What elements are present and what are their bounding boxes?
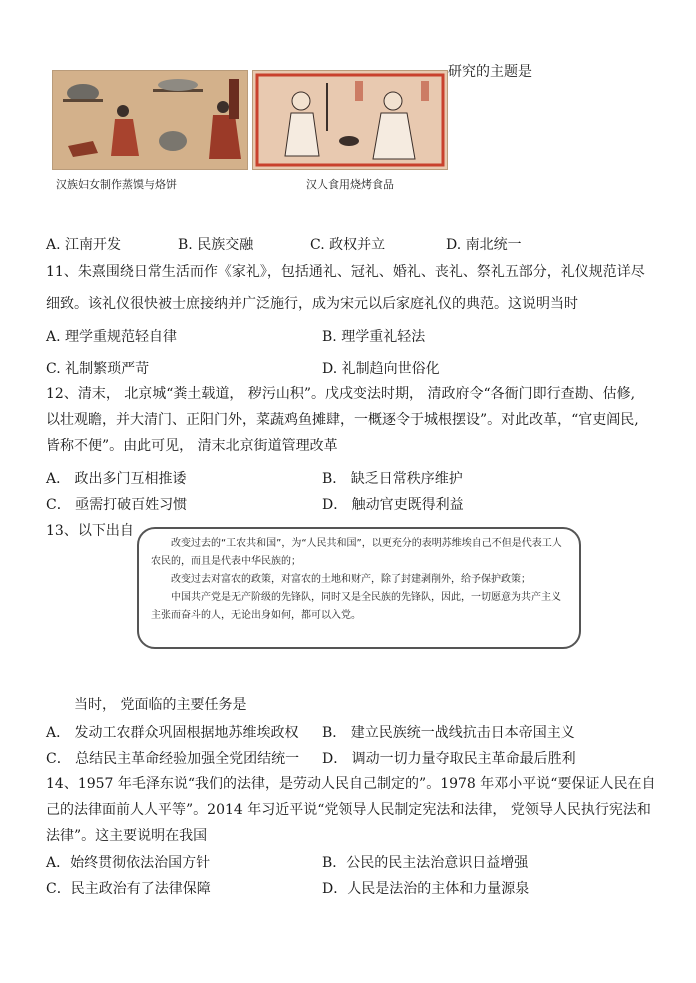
q12-option-a: A． 政出多门互相推诿 [46, 471, 187, 487]
q11-option-a: A. 理学重规范轻自律 [46, 329, 178, 345]
mural-painting-right [252, 70, 448, 170]
q11-option-c: C. 礼制繁琐严苛 [46, 361, 150, 377]
quote-paragraph-1: 改变过去的“工农共和国”，为“人民共和国”，以更充分的表明苏维埃自己不但是代表工人农民的，而且是代表中华民族的； [151, 538, 562, 567]
q12-stem-line1: 12、清末， 北京城“粪土载道， 秽污山积”。戊戌变法时期， 清政府令“各衙门即行查勘、估修, [46, 386, 636, 402]
q12-option-b: B． 缺乏日常秩序维护 [322, 471, 463, 487]
mural-painting-left [52, 70, 248, 170]
quote-paragraph-2: 改变过去对富农的政策，对富农的土地和财产，除了封建剥削外，给予保护政策； [171, 574, 531, 585]
q13-option-b: B． 建立民族统一战线抗击日本帝国主义 [322, 725, 575, 741]
q13-option-c: C． 总结民主革命经验加强全党团结统一 [46, 751, 300, 767]
q14-option-b: B．公民的民主法治意识日益增强 [322, 855, 529, 871]
q13-option-d: D． 调动一切力量夺取民主革命最后胜利 [322, 751, 576, 767]
q12-option-c: C． 亟需打破百姓习惯 [46, 497, 188, 513]
q10-option-d: D. 南北统一 [446, 237, 522, 253]
q14-option-d: D．人民是法治的主体和力量源泉 [322, 881, 530, 897]
q10-option-b: B. 民族交融 [178, 237, 254, 253]
q12-stem-line2: 以壮观瞻，并大清门、正阳门外，菜蔬鸡鱼摊肆，一概逐令于城根摆设”。对此改革，“官吏阊民, [46, 412, 639, 428]
q13-option-a: A． 发动工农群众巩固根据地苏维埃政权 [46, 725, 299, 741]
caption-right: 汉人食用烧烤食品 [306, 178, 394, 191]
q10-option-c: C. 政权并立 [310, 237, 386, 253]
q12-option-d: D． 触动官吏既得利益 [322, 497, 464, 513]
quote-paragraph-3: 中国共产党是无产阶级的先锋队，同时又是全民族的先锋队，因此，一切愿意为共产主义主张而奋斗的人，无论出身如何，都可以入党。 [151, 592, 561, 621]
q11-stem-line2: 细致。该礼仪很快被士庶接纳并广泛施行，成为宋元以后家庭礼仪的典范。这说明当时 [46, 296, 578, 312]
q11-option-d: D. 礼制趋向世俗化 [322, 361, 440, 377]
q14-stem-line2: 己的法律面前人人平等”。2014 年习近平说“党领导人民制定宪法和法律， 党领导人民执行宪法和 [46, 802, 651, 818]
q11-stem-line1: 11、朱熹围绕日常生活而作《家礼》，包括通礼、冠礼、婚礼、丧礼、祭礼五部分，礼仪规范详尽 [46, 264, 645, 280]
q14-stem-line3: 法律”。这主要说明在我国 [46, 828, 208, 844]
caption-left: 汉族妇女制作蒸馍与烙饼 [56, 178, 177, 191]
q10-option-a: A. 江南开发 [46, 237, 122, 253]
q10-stem-tail: 研究的主题是 [448, 64, 532, 80]
q12-stem-line3: 皆称不便”。由此可见， 清末北京街道管理改革 [46, 438, 338, 454]
q13-stem-tail: 当时， 党面临的主要任务是 [74, 697, 247, 713]
q13-quote-box [137, 527, 581, 649]
q14-option-c: C．民主政治有了法律保障 [46, 881, 211, 897]
q13-stem: 13、以下出自 [46, 523, 134, 539]
q11-option-b: B. 理学重礼轻法 [322, 329, 426, 345]
q10-figure [52, 70, 440, 198]
q14-option-a: A．始终贯彻依法治国方针 [46, 855, 211, 871]
q14-stem-line1: 14、1957 年毛泽东说“我们的法律，是劳动人民自己制定的”。1978 年邓小平说“要保证人民在自 [46, 776, 656, 792]
